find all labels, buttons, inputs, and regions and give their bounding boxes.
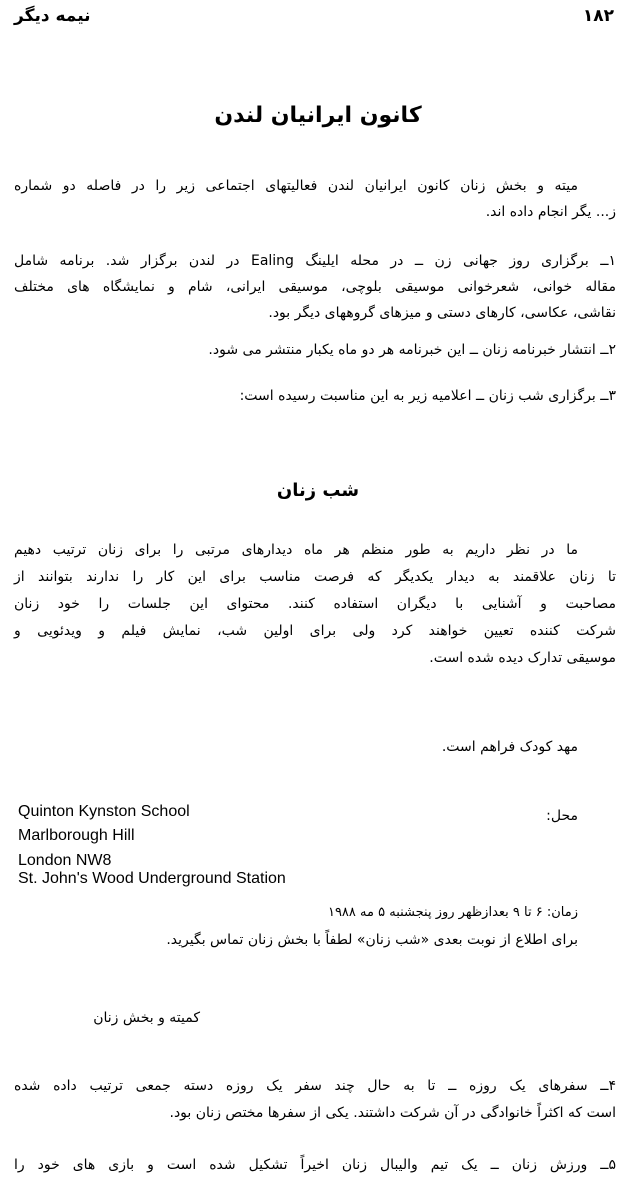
announcement-line: ما در نظر داریم به طور منظم هر ماه دیدارهای مرتبی را برای زنان ترتیب دهیم [14, 542, 578, 558]
childcare-note: مهد کودک فراهم است. [441, 739, 578, 755]
address-line: London NW8 [18, 852, 112, 869]
address-line: Marlborough Hill [18, 827, 135, 844]
item2: ۲ــ انتشار خبرنامه زنان ــ این خبرنامه هر دو ماه یکبار منتشر می شود. [208, 342, 616, 358]
item1-line: ۱ــ برگزاری روز جهانی زن ــ در محله ایلینگ Ealing در لندن برگزار شد. برنامه شامل [14, 253, 616, 269]
announcement-line: موسیقی تدارک دیده شده است. [429, 650, 616, 666]
announcement-line: مصاحبت و آشنایی با دیگران استفاده کنند. محتوای این جلسات را خود زنان [14, 596, 616, 612]
announcement-line: شرکت کننده تعیین خواهند کرد ولی برای اولین شب، نمایش فیلم و ویدئویی و [14, 623, 616, 639]
signature: کمیته و بخش زنان [93, 1010, 200, 1026]
intro-line: ز... یگر انجام داده اند. [485, 204, 616, 220]
article-title: کانون ایرانیان لندن [214, 103, 422, 128]
subheading: شب زنان [276, 480, 360, 501]
item1-line: نقاشی، عکاسی، کارهای دستی و میزهای گروههای دیگر بود. [268, 305, 616, 321]
address-line: St. John's Wood Underground Station [18, 870, 286, 887]
item1-line: مقاله خوانی، شعرخوانی موسیقی بلوچی، موسیقی ایرانی، شام و نمایشگاه های مختلف [14, 279, 616, 295]
running-title: نیمه دیگر [14, 6, 91, 26]
contact-note: برای اطلاع از نوبت بعدی «شب زنان» لطفاً با بخش زنان تماس بگیرید. [166, 932, 578, 948]
announcement-line: تا زنان علاقمند به دیدار یکدیگر که فرصت مناسب برای این کار را ندارند بتوانند از [14, 569, 616, 585]
event-time: زمان: ۶ تا ۹ بعدازظهر روز پنجشنبه ۵ مه ۱۹۸۸ [327, 905, 578, 920]
item4-line: است که اکثراً خانوادگی در آن شرکت داشتند. یکی از سفرها مختص زنان بود. [169, 1105, 616, 1121]
item5-line: ۵ــ ورزش زنان ــ یک تیم والیبال زنان اخیراً تشکیل شده است و بازی های خود را [14, 1157, 616, 1173]
page-number: ۱۸۲ [582, 6, 614, 26]
address-line: Quinton Kynston School [18, 803, 190, 820]
item3: ۳ــ برگزاری شب زنان ــ اعلامیه زیر به این مناسبت رسیده است: [239, 388, 616, 404]
item4-line: ۴ــ سفرهای یک روزه ــ تا به حال چند سفر یک روزه دسته جمعی ترتیب داده شده [14, 1078, 616, 1094]
location-label: محل: [546, 808, 578, 824]
intro-line: میته و بخش زنان کانون ایرانیان لندن فعالیتهای اجتماعی زیر را در فاصله دو شماره [14, 178, 578, 194]
